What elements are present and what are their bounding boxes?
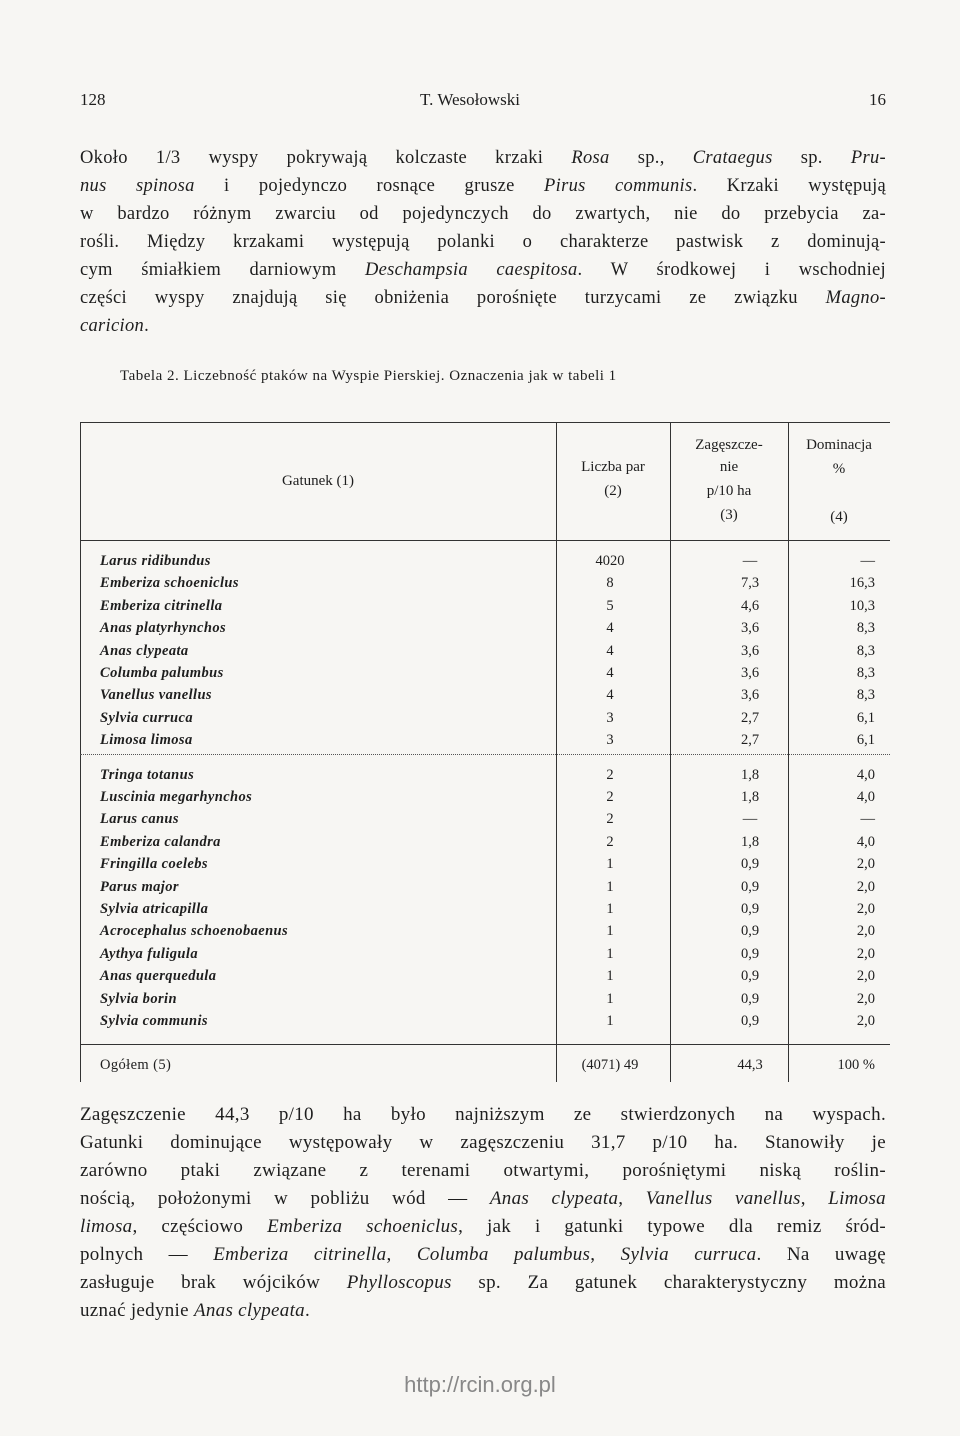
pair-count: 2 bbox=[606, 766, 614, 783]
col-header-density-num: (3) bbox=[720, 507, 738, 523]
species-name: Vanellus vanellus bbox=[100, 687, 212, 704]
total-label: Ogółem (5) bbox=[100, 1057, 172, 1073]
pair-count: 4 bbox=[606, 687, 614, 704]
paragraph-summary bbox=[80, 1101, 886, 1325]
density-value: 1,8 bbox=[740, 766, 760, 783]
density-value: 0,9 bbox=[740, 945, 760, 962]
table-row bbox=[80, 572, 890, 594]
density-value: 0,9 bbox=[740, 1013, 760, 1029]
intro-line: rośli. Między krzakami występują polanki o charakterze pastwisk z dominują- bbox=[80, 232, 886, 252]
dominance-value: 2,0 bbox=[856, 923, 875, 940]
pair-count: 1 bbox=[606, 878, 614, 895]
summary-line: Zagęszczenie 44,3 p/10 ha było najniższym ze stwierdzonych na wyspach. bbox=[80, 1104, 886, 1125]
intro-line: części wyspy znajdują się obniżenia porośnięte turzycami ze związku Magno- bbox=[80, 288, 886, 308]
species-name: Sylvia borin bbox=[100, 990, 177, 1007]
col-header-species: Gatunek (1) bbox=[281, 473, 355, 489]
col-header-density-unit: p/10 ha bbox=[706, 483, 752, 499]
table-row bbox=[80, 988, 890, 1010]
density-value: 2,7 bbox=[740, 732, 760, 749]
table-row bbox=[80, 662, 890, 684]
dominance-value: 2,0 bbox=[856, 945, 875, 962]
species-name: Sylvia communis bbox=[100, 1013, 208, 1029]
table-row bbox=[80, 808, 890, 830]
pair-count: 1 bbox=[606, 990, 614, 1007]
pair-count: 1 bbox=[606, 923, 614, 940]
density-value: 0,9 bbox=[740, 968, 760, 985]
group-separator bbox=[80, 754, 890, 755]
table-row bbox=[80, 920, 890, 942]
bird-abundance-table bbox=[80, 422, 890, 1082]
summary-line: zasługuje brak wójcików Phylloscopus sp. Za gatunek charakterystyczny można bbox=[80, 1272, 886, 1293]
table-row bbox=[80, 898, 890, 920]
pair-count: 4 bbox=[606, 665, 614, 681]
table-row bbox=[80, 707, 890, 729]
dominance-value: 10,3 bbox=[849, 597, 875, 614]
dominance-value: 16,3 bbox=[849, 575, 875, 592]
pair-count: 4 bbox=[606, 642, 614, 659]
table-row bbox=[80, 684, 890, 706]
intro-line: nus spinosa i pojedynczo rosnące grusze Pirus communis. Krzaki występują bbox=[80, 176, 886, 196]
density-value: 0,9 bbox=[740, 901, 760, 917]
total-density: 44,3 bbox=[737, 1057, 763, 1073]
table-caption: Tabela 2. Liczebność ptaków na Wyspie Pierskiej. Oznaczenia jak w tabeli 1 bbox=[120, 368, 617, 384]
species-name: Limosa limosa bbox=[100, 732, 193, 749]
dominance-value: — bbox=[860, 553, 875, 569]
summary-line: polnych — Emberiza citrinella, Columba palumbus, Sylvia curruca. Na uwagę bbox=[80, 1244, 886, 1265]
table-row bbox=[80, 729, 890, 751]
dominance-value: 2,0 bbox=[856, 1013, 875, 1029]
dominance-value: 8,3 bbox=[856, 620, 875, 637]
pair-count: 5 bbox=[606, 597, 614, 614]
pair-count: 8 bbox=[606, 575, 614, 592]
density-value: 0,9 bbox=[740, 923, 760, 940]
table-row bbox=[80, 640, 890, 662]
density-value: 3,6 bbox=[740, 687, 760, 704]
density-value: — bbox=[742, 811, 758, 828]
dominance-value: 6,1 bbox=[856, 732, 875, 749]
density-value: 3,6 bbox=[740, 620, 760, 637]
header-bottom-rule bbox=[80, 540, 890, 541]
dominance-value: 2,0 bbox=[856, 878, 875, 895]
running-number: 16 bbox=[869, 90, 886, 109]
intro-line: cym śmiałkiem darniowym Deschampsia caespitosa. W środkowej i wschodniej bbox=[80, 260, 886, 280]
dominance-value: 2,0 bbox=[856, 901, 875, 917]
species-name: Emberiza calandra bbox=[100, 833, 221, 850]
density-value: 0,9 bbox=[740, 856, 760, 873]
pair-count: 1 bbox=[606, 968, 614, 985]
pair-count: 3 bbox=[606, 732, 614, 749]
density-value: 0,9 bbox=[740, 878, 760, 895]
table-row bbox=[80, 853, 890, 875]
table-row bbox=[80, 831, 890, 853]
running-header bbox=[80, 90, 886, 114]
density-value: 4,6 bbox=[740, 597, 760, 614]
dominance-value: 2,0 bbox=[856, 968, 875, 985]
table-total-row bbox=[80, 1054, 890, 1076]
col-header-dominance: Dominacja bbox=[806, 437, 872, 453]
col-header-pairs-num: (2) bbox=[604, 483, 622, 499]
table-row bbox=[80, 617, 890, 639]
species-name: Anas clypeata bbox=[100, 642, 189, 659]
species-name: Emberiza citrinella bbox=[100, 597, 223, 614]
pair-count: 4 bbox=[606, 620, 614, 637]
species-name: Anas platyrhynchos bbox=[100, 620, 227, 637]
dominance-value: 2,0 bbox=[856, 990, 875, 1007]
density-value: 1,8 bbox=[740, 789, 760, 805]
paragraph-intro bbox=[80, 144, 886, 340]
species-name: Sylvia curruca bbox=[100, 709, 194, 726]
dominance-value: 4,0 bbox=[856, 833, 875, 850]
density-value: 3,6 bbox=[740, 665, 760, 681]
pair-count: 1 bbox=[606, 901, 614, 917]
total-dominance: 100 % bbox=[837, 1057, 875, 1073]
col-header-pairs: Liczba par bbox=[581, 459, 645, 475]
density-value: 0,9 bbox=[740, 990, 760, 1007]
pair-count: 3 bbox=[606, 709, 614, 726]
density-value: — bbox=[742, 553, 758, 569]
density-value: 1,8 bbox=[740, 833, 760, 850]
pair-count: 1 bbox=[606, 1013, 614, 1029]
pair-count: 1 bbox=[606, 856, 614, 873]
summary-line: zarówno ptaki związane z terenami otwartymi, porośniętymi niską roślin- bbox=[80, 1160, 886, 1181]
summary-line: uznać jedynie Anas clypeata. bbox=[80, 1300, 311, 1321]
pair-count: 2 bbox=[606, 811, 614, 828]
page-number: 128 bbox=[80, 90, 106, 109]
table-row bbox=[80, 550, 890, 572]
species-name: Sylvia atricapilla bbox=[100, 901, 209, 917]
dominance-value: 4,0 bbox=[856, 789, 875, 805]
species-name: Tringa totanus bbox=[100, 766, 195, 783]
pair-count: 2 bbox=[606, 789, 614, 805]
species-name: Larus ridibundus bbox=[100, 553, 211, 569]
density-value: 7,3 bbox=[740, 575, 760, 592]
col-header-dominance-unit: % bbox=[832, 461, 846, 477]
table-row bbox=[80, 1010, 890, 1032]
summary-line: limosa, częściowo Emberiza schoeniclus, jak i gatunki typowe dla remiz śród- bbox=[80, 1216, 886, 1237]
density-value: 3,6 bbox=[740, 642, 760, 659]
dominance-value: 8,3 bbox=[856, 665, 875, 681]
table-row bbox=[80, 595, 890, 617]
col-header-density-2: nie bbox=[719, 459, 739, 475]
total-pairs: (4071) 49 bbox=[581, 1057, 639, 1073]
col-header-dominance-num: (4) bbox=[830, 509, 848, 525]
dominance-value: 4,0 bbox=[856, 766, 875, 783]
species-name: Luscinia megarhynchos bbox=[100, 789, 253, 805]
intro-line: Około 1/3 wyspy pokrywają kolczaste krzaki Rosa sp., Crataegus sp. Pru- bbox=[80, 148, 886, 168]
pair-count: 4020 bbox=[595, 553, 625, 569]
pair-count: 2 bbox=[606, 833, 614, 850]
dominance-value: 2,0 bbox=[856, 856, 875, 873]
dominance-value: 8,3 bbox=[856, 687, 875, 704]
species-name: Larus canus bbox=[100, 811, 179, 828]
table-row bbox=[80, 965, 890, 987]
table-row bbox=[80, 764, 890, 786]
table-top-rule bbox=[80, 422, 890, 423]
pair-count: 1 bbox=[606, 945, 614, 962]
species-name: Aythya fuligula bbox=[100, 945, 198, 962]
species-name: Columba palumbus bbox=[100, 665, 224, 681]
density-value: 2,7 bbox=[740, 709, 760, 726]
table-row bbox=[80, 943, 890, 965]
dominance-value: 8,3 bbox=[856, 642, 875, 659]
dominance-value: 6,1 bbox=[856, 709, 875, 726]
species-name: Parus major bbox=[100, 878, 179, 895]
species-name: Anas querquedula bbox=[100, 968, 217, 985]
table-total-rule bbox=[80, 1044, 890, 1045]
dominance-value: — bbox=[860, 811, 875, 828]
summary-line: Gatunki dominujące występowały w zagęszczeniu 31,7 p/10 ha. Stanowiły je bbox=[80, 1132, 886, 1153]
intro-line: caricion. bbox=[80, 316, 149, 336]
col-header-density: Zagęszcze- bbox=[695, 437, 763, 453]
species-name: Acrocephalus schoenobaenus bbox=[100, 923, 289, 940]
species-name: Fringilla coelebs bbox=[100, 856, 208, 873]
species-name: Emberiza schoeniclus bbox=[100, 575, 239, 592]
running-author: T. Wesołowski bbox=[420, 90, 520, 109]
source-url: http://rcin.org.pl bbox=[404, 1372, 556, 1397]
intro-line: w bardzo różnym zwarciu od pojedynczych do zwartych, nie do przebycia za- bbox=[80, 204, 886, 224]
table-row bbox=[80, 786, 890, 808]
table-row bbox=[80, 876, 890, 898]
summary-line: nością, położonymi w pobliżu wód — Anas clypeata, Vanellus vanellus, Limosa bbox=[80, 1188, 886, 1209]
